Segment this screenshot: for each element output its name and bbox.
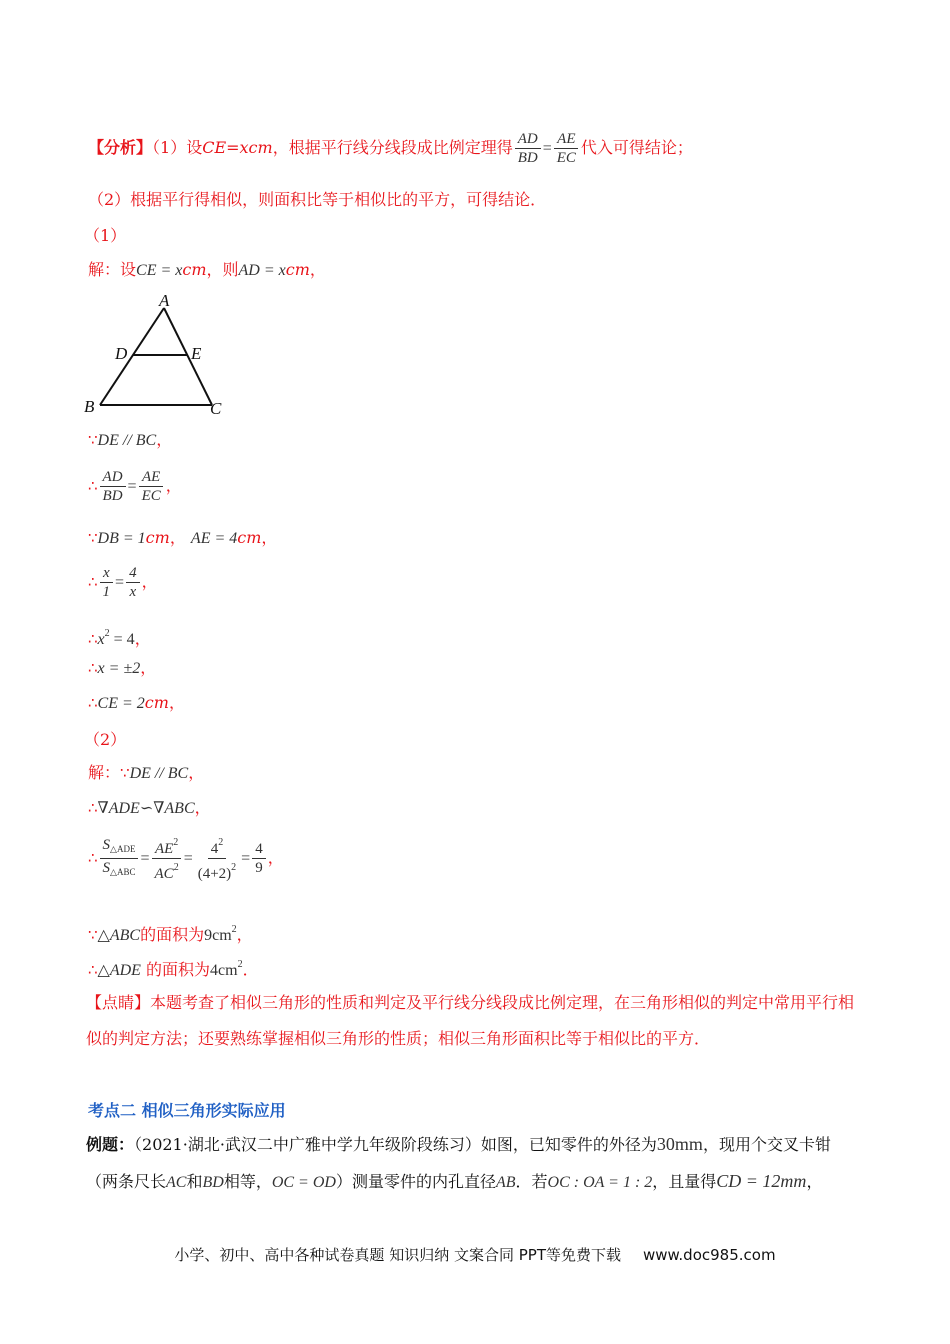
equals-sign: =	[127, 478, 137, 495]
math-expression: 9cm	[204, 927, 232, 944]
fraction: $\frac{4^2}{(4+2)^2}$	[195, 834, 239, 883]
analysis-var: CE=xcm	[202, 138, 273, 157]
punct: ，	[140, 658, 157, 677]
analysis-text: ，根据平行线分线段成比例定理得	[272, 138, 513, 157]
unit: cm	[144, 693, 169, 712]
equals-sign: =	[115, 574, 125, 591]
footer-link[interactable]: www.doc985.com	[642, 1246, 776, 1264]
math-expression: = 4	[109, 631, 135, 648]
math-expression: AB	[495, 1174, 516, 1191]
unit: cm	[237, 528, 262, 547]
punct: ，	[165, 476, 182, 495]
text: 的面积为	[140, 960, 211, 979]
unit: cm	[285, 260, 310, 279]
text: （2021·湖北·武汉二中广雅中学九年级阶段练习）如图，已知零件的外径为	[134, 1135, 657, 1154]
math-expression: OC : OA = 1 : 2	[547, 1174, 653, 1191]
text: 和	[186, 1172, 203, 1191]
math-expression: x = ±2	[97, 660, 141, 677]
vertex-label-a: A	[159, 292, 170, 310]
math-expression: OC = OD	[271, 1174, 336, 1191]
punct: ，	[261, 528, 278, 547]
equals-sign: =	[140, 850, 150, 867]
because-symbol: ∵	[120, 764, 130, 782]
part2-step-3	[88, 834, 284, 882]
math-expression: BD	[202, 1174, 224, 1191]
solve-prefix: 解：设	[88, 260, 137, 279]
vertex-label-c: C	[210, 399, 222, 418]
therefore-symbol: ∴	[88, 477, 98, 495]
punct: ．	[242, 960, 259, 979]
math-expression: △ADE	[97, 962, 141, 979]
part2-label: （2）	[84, 730, 127, 749]
therefore-symbol: ∴	[88, 799, 98, 817]
footer-text: 小学、初中、高中各种试卷真题 知识归纳 文案合同 PPT等免费下载	[174, 1246, 621, 1264]
analysis-text: （1）设	[152, 138, 203, 157]
punct: ，	[169, 528, 186, 547]
example-paragraph	[86, 1126, 876, 1201]
equals-sign: =	[542, 140, 552, 157]
punct: ，	[134, 629, 151, 648]
step-7	[88, 693, 185, 714]
triangle-figure	[82, 292, 242, 422]
step-4	[88, 562, 158, 602]
fraction: $\frac{AE^2}{AC^2}$	[152, 834, 182, 883]
text: ．若	[515, 1172, 548, 1191]
because-symbol: ∵	[88, 431, 98, 449]
math-expression: 4cm	[210, 962, 238, 979]
vertex-label-d: D	[115, 344, 128, 363]
section-heading: 考点二 相似三角形实际应用	[88, 1101, 286, 1120]
solve-prefix: 解：	[88, 763, 121, 782]
area-ratio-fraction: $\frac{S_{\triangle ADE}}{S_{\triangle ABC}}$	[100, 836, 139, 881]
side-ac	[164, 308, 212, 405]
unit: cm	[145, 528, 170, 547]
math-expression: ∇ADE∽∇ABC	[97, 800, 195, 817]
math-expression: CD = 12mm	[716, 1171, 807, 1191]
step-5	[88, 624, 151, 650]
unit: cm	[182, 260, 207, 279]
therefore-symbol: ∴	[88, 630, 98, 648]
punct: ，	[168, 693, 185, 712]
text: ，	[806, 1172, 823, 1191]
part2-step-1	[88, 763, 204, 784]
fraction-ad-bd: $\frac{AD}{BD}$	[515, 130, 541, 167]
analysis-tag: 【分析】	[88, 138, 153, 157]
math-expression: AE = 4	[190, 530, 238, 547]
math-expression: △ABC	[97, 927, 141, 944]
part1-label: （1）	[84, 226, 127, 245]
exponent: 2	[104, 628, 110, 639]
text: （两条尺长	[86, 1172, 167, 1191]
therefore-symbol: ∴	[88, 694, 98, 712]
step-6	[88, 658, 156, 679]
side-ab	[100, 308, 164, 405]
punct: ，	[188, 763, 205, 782]
math-expression: DE // BC	[97, 432, 157, 449]
fraction: $\frac{AE}{EC}$	[139, 468, 164, 505]
math-expression: CE = 2	[97, 695, 145, 712]
exponent: 2	[237, 959, 243, 970]
punct: ，	[309, 260, 326, 279]
equals-sign: =	[183, 850, 193, 867]
text: 相等，	[223, 1172, 272, 1191]
math-expression: DE // BC	[129, 765, 189, 782]
math-expression: 30mm	[656, 1134, 703, 1154]
fraction: $\frac{4}{9}$	[252, 840, 266, 877]
equals-sign: =	[241, 850, 251, 867]
step-2	[88, 466, 182, 506]
step-1	[88, 430, 172, 451]
text: ）测量零件的内孔直径	[335, 1172, 496, 1191]
example-label: 例题：	[86, 1135, 135, 1154]
fraction: $\frac{AD}{BD}$	[100, 468, 126, 505]
step-3	[88, 528, 277, 549]
math-expression: x	[97, 631, 105, 648]
text: ，现用个交叉卡钳	[702, 1135, 831, 1154]
punct: ，	[267, 848, 284, 867]
punct: ，	[156, 430, 173, 449]
fraction: $\frac{x}{1}$	[100, 564, 114, 601]
vertex-label-e: E	[191, 344, 202, 363]
part2-step-4	[88, 920, 253, 946]
part2-step-5	[88, 955, 259, 981]
fraction-ae-ec: $\frac{AE}{EC}$	[554, 130, 579, 167]
math-expression: DB = 1	[97, 530, 146, 547]
exponent: 2	[231, 924, 237, 935]
therefore-symbol: ∴	[88, 849, 98, 867]
page-footer	[0, 1244, 950, 1265]
therefore-symbol: ∴	[88, 961, 98, 979]
therefore-symbol: ∴	[88, 573, 98, 591]
therefore-symbol: ∴	[88, 659, 98, 677]
comment-paragraph: 【点睛】本题考查了相似三角形的性质和判定及平行线分线段成比例定理，在三角形相似的判定中常用平行相似的判定方法；还要熟练掌握相似三角形的性质；相似三角形面积比等于相似比的平方．	[86, 993, 855, 1048]
ad-expression: AD = x	[238, 262, 286, 279]
text: 的面积为	[140, 925, 205, 944]
math-expression: AC	[166, 1174, 187, 1191]
text: ，且量得	[652, 1172, 717, 1191]
vertex-label-b: B	[84, 397, 95, 416]
analysis-text: 代入可得结论；	[580, 138, 693, 157]
punct: ，	[236, 925, 253, 944]
part2-step-2	[88, 798, 211, 819]
then-text: ，则	[206, 260, 239, 279]
analysis-line-2: （2）根据平行得相似，则面积比等于相似比的平方，可得结论．	[88, 190, 547, 209]
analysis-line-1	[88, 128, 693, 168]
fraction: $\frac{4}{x}$	[126, 564, 140, 601]
because-symbol: ∵	[88, 926, 98, 944]
part1-solve	[88, 260, 326, 281]
ce-expression: CE = x	[136, 262, 183, 279]
punct: ，	[194, 798, 211, 817]
punct: ，	[141, 572, 158, 591]
because-symbol: ∵	[88, 529, 98, 547]
